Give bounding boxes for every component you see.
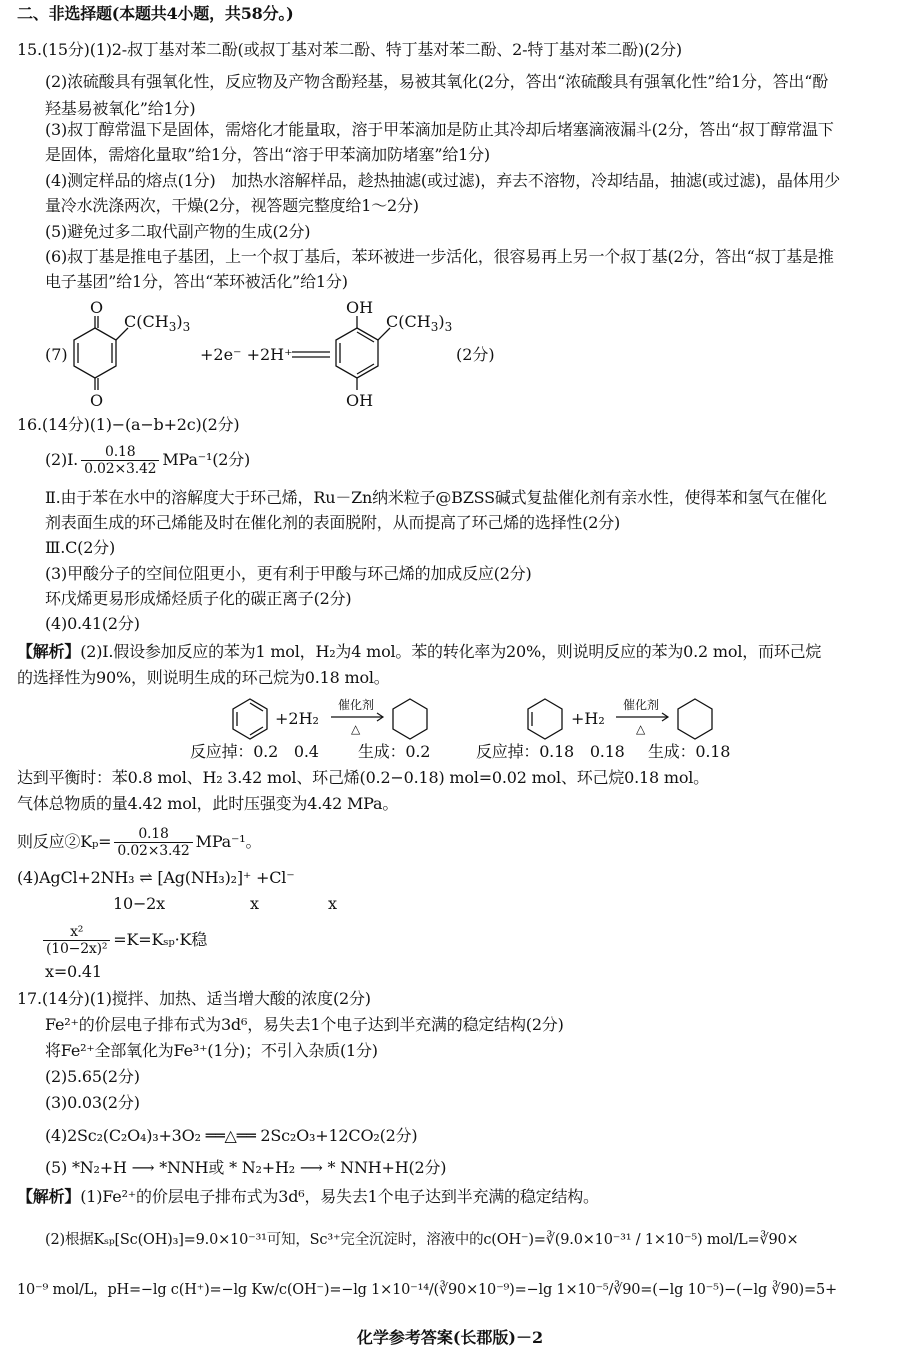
q15-line-4: (3)叔丁醇常温下是固体，需熔化才能量取，溶于甲苯滴加是防止其冷却后堵塞滴液漏斗(2分，答出“叔丁醇常温下 (45, 120, 834, 139)
agcl-conc-2: x (250, 894, 259, 913)
q16-line-6: (3)甲酸分子的空间位阻更小，更有利于甲酸与环己烯的加成反应(2分) (45, 564, 532, 583)
page-footer: 化学参考答案(长郡版)－2 (356, 1328, 544, 1347)
q16-line-5: Ⅲ.C(2分) (45, 538, 116, 557)
hydroquinone-tbutyl: $C(CH_3)_3$ (386, 312, 453, 334)
q16-line-1: 16.(14分)(1)−(a−b+2c)(2分) (17, 415, 240, 434)
quinone-ring (74, 316, 128, 390)
cyclohexene-ring (528, 699, 562, 739)
rxn1-consumed: 反应掉：0.2 0.4 (190, 742, 319, 761)
eq7-label: (7) (45, 345, 68, 364)
q15-line-7: 量冷水洗涤两次，干燥(2分，视答题完整度给1～2分) (45, 196, 419, 215)
q16-equilibrium-1: 达到平衡时：苯0.8 mol、H₂ 3.42 mol、环己烯(0.2−0.18) mol=0.02 mol、环己烷0.18 mol。 (17, 768, 709, 787)
k-fraction: $\frac{\text{x²}}{\text{(10−2x)²}}$ (43, 924, 110, 957)
q17-analysis-line-3: 10⁻⁹ mol/L，pH=−lg c(H⁺)=−lg Kw/c(OH⁻)=−lg 1×10⁻¹⁴/(∛90×10⁻⁹)=−lg 1×10⁻⁵/∛90=(−lg 10⁻⁵)−(−lg ∛90)=5+ (17, 1282, 837, 1298)
quinone-tbutyl: $C(CH_3)_3$ (124, 312, 191, 334)
q15-line-1: 15.(15分)(1)2-叔丁基对苯二酚(或叔丁基对苯二酚、特丁基对苯二酚、2-特丁基对苯二酚)(2分) (17, 40, 682, 59)
equals-sign (292, 352, 330, 357)
q15-line-9: (6)叔丁基是推电子基团，上一个叔丁基后，苯环被进一步活化，很容易再上另一个叔丁基(2分，答出“叔丁基是推 (45, 247, 834, 266)
q15-line-3: 羟基易被氧化”给1分) (45, 99, 196, 118)
q15-line-10: 电子基团”给1分，答出“苯环被活化”给1分) (45, 272, 348, 291)
q17-analysis-line-1: 【解析】(1)Fe²⁺的价层电子排布式为3d⁶，易失去1个电子达到半充满的稳定结构。 (17, 1187, 599, 1206)
q17-line-5: (3)0.03(2分) (45, 1093, 140, 1112)
hydroquinone-ring (336, 316, 390, 390)
rxn2-heat: △ (636, 722, 646, 736)
q16-line-4: 剂表面生成的环己烯能及时在催化剂的表面脱附，从而提高了环己烯的选择性(2分) (45, 513, 621, 532)
rxn2-consumed: 反应掉：0.18 0.18 (476, 742, 625, 761)
rxn2-catalyst: 催化剂 (623, 698, 660, 712)
agcl-conc-1: 10−2x (113, 894, 165, 913)
electron-proton-terms: +2e⁻ +2H⁺ (200, 345, 293, 364)
section-header: 二、非选择题(本题共4小题，共58分。) (17, 4, 294, 23)
rxn1-hydrogen: +2H₂ (275, 709, 319, 728)
q16-line-8: (4)0.41(2分) (45, 614, 140, 633)
q15-line-5: 是固体，需熔化量取”给1分，答出“溶于甲苯滴加防堵塞”给1分) (45, 145, 490, 164)
q17-line-6: (4)2Sc₂(C₂O₄)₃+3O₂ ══△══ 2Sc₂O₃+12CO₂(2分) (45, 1126, 418, 1145)
q16-analysis-line-2: 的选择性为90%，则说明生成的环己烷为0.18 mol。 (17, 668, 390, 687)
rxn2-hydrogen: +H₂ (571, 709, 605, 728)
rxn1-formed: 生成：0.2 (358, 742, 431, 761)
q15-line-2: (2)浓硫酸具有强氧化性，反应物及产物含酚羟基，易被其氧化(2分，答出“浓硫酸具有强氧化性”给1分，答出“酚 (45, 72, 829, 91)
benzene-ring (233, 699, 267, 739)
quinone-oxygen-top: O (90, 298, 104, 317)
kp-fraction-2: $\frac{0.18}{0.02\times 3.42}$ (114, 826, 192, 859)
q17-line-3: 将Fe²⁺全部氧化为Fe³⁺(1分)；不引入杂质(1分) (45, 1041, 378, 1060)
q15-line-8: (5)避免过多二取代副产物的生成(2分) (45, 222, 311, 241)
x-result: x=0.41 (45, 962, 102, 981)
q16-analysis-line-1: 【解析】(2)Ⅰ.假设参加反应的苯为1 mol，H₂为4 mol。苯的转化率为20%，则说明反应的苯为0.2 mol，而环己烷 (17, 642, 822, 661)
hydroquinone-oh-top: OH (346, 298, 374, 317)
q15-line-6: (4)测定样品的熔点(1分) 加热水溶解样品，趁热抽滤(或过滤)，弃去不溶物，冷却结晶，抽滤(或过滤)，晶体用少 (45, 171, 841, 190)
eq7-score: (2分) (456, 345, 495, 364)
rxn2-formed: 生成：0.18 (648, 742, 731, 761)
q17-line-2: Fe²⁺的价层电子排布式为3d⁶，易失去1个电子达到半充满的稳定结构(2分) (45, 1015, 564, 1034)
rxn1-catalyst: 催化剂 (338, 698, 375, 712)
cyclohexane-ring-1 (393, 699, 427, 739)
q16-kp-line: 则反应②Kₚ= $\frac{0.18}{0.02\times 3.42}$ MPa⁻¹。 (17, 826, 262, 859)
agcl-equation: (4)AgCl+2NH₃ ⇌ [Ag(NH₃)₂]⁺ +Cl⁻ (17, 868, 295, 887)
hydroquinone-oh-bottom: OH (346, 391, 374, 410)
agcl-conc-3: x (328, 894, 337, 913)
cyclohexane-ring-2 (678, 699, 712, 739)
q16-equilibrium-2: 气体总物质的量4.42 mol，此时压强变为4.42 MPa。 (17, 794, 399, 813)
kp-fraction: $\frac{0.18}{0.02\times 3.42}$ (81, 444, 159, 477)
q16-line-7: 环戊烯更易形成烯烃质子化的碳正离子(2分) (45, 589, 352, 608)
q17-line-1: 17.(14分)(1)搅拌、加热、适当增大酸的浓度(2分) (17, 989, 371, 1008)
q17-line-4: (2)5.65(2分) (45, 1067, 140, 1086)
hydrogenation-schemes (225, 693, 745, 743)
q16-line-3: Ⅱ.由于苯在水中的溶解度大于环己烯，Ru－Zn纳米粒子@BZSS碱式复盐催化剂有亲水性，使得苯和氢气在催化 (45, 488, 827, 507)
quinone-oxygen-bottom: O (90, 391, 104, 410)
q16-line-2: (2)Ⅰ. $\frac{0.18}{0.02\times 3.42}$ MPa⁻¹(2分) (45, 444, 251, 477)
rxn1-heat: △ (351, 722, 361, 736)
q17-line-7: (5) *N₂+H ⟶ *NNH或 * N₂+H₂ ⟶ * NNH+H(2分) (45, 1158, 447, 1177)
q17-analysis-line-2: (2)根据Kₛₚ[Sc(OH)₃]=9.0×10⁻³¹可知，Sc³⁺完全沉淀时，溶液中的c(OH⁻)=∛(9.0×10⁻³¹ / 1×10⁻⁵) mol/L=∛90× (45, 1232, 799, 1248)
k-expression: $\frac{\text{x²}}{\text{(10−2x)²}}$ =K=Kₛₚ·K稳 (40, 924, 207, 957)
quinone-reduction-equation (40, 296, 600, 414)
